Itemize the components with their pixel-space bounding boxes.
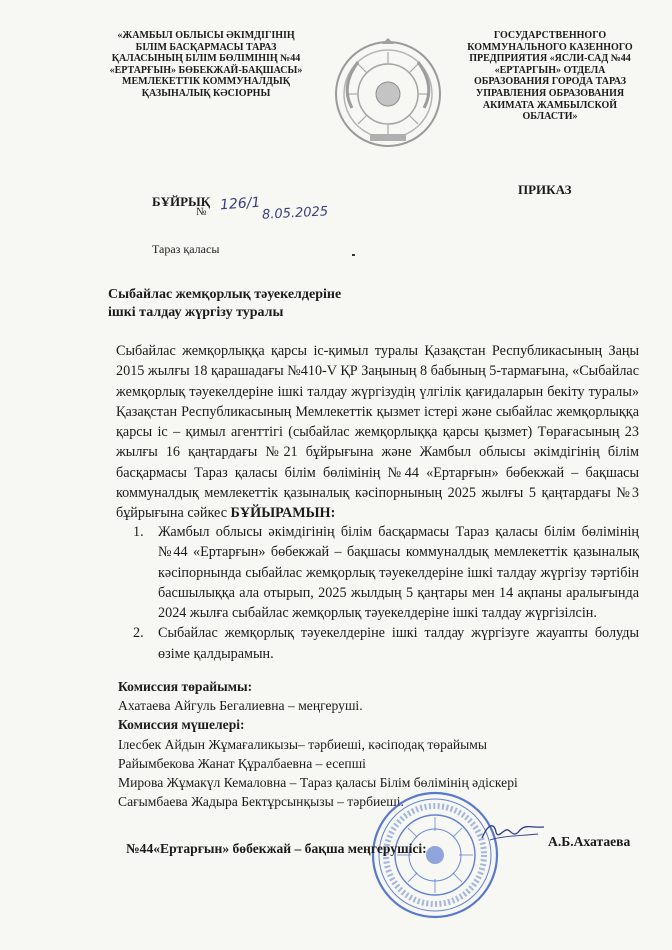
header-ru-line: УПРАВЛЕНИЯ ОБРАЗОВАНИЯ <box>475 87 625 99</box>
city-name: Тараз қаласы <box>152 242 220 256</box>
header-kazakh <box>82 30 330 100</box>
header-kz-line: «ЖАМБЫЛ ОБЛЫСЫ ӘКІМДІГІНІҢ <box>117 30 295 41</box>
signatory-position: №44«Ертарғын» бөбекжай – бақша меңгерушісі: <box>126 841 427 856</box>
list-item-text: Сыбайлас жемқорлық тәуекелдеріне ішкі талдау жүргізуге жауапты болуды өзіме қалдырамын. <box>158 625 639 662</box>
handwritten-order-date: 8.05.2025 <box>261 204 329 223</box>
preamble-paragraph <box>116 341 639 524</box>
number-sign: № <box>196 206 207 218</box>
list-item <box>133 623 639 664</box>
member-line: Ілесбек Айдын Жұмағаликызы– тәрбиеші, кәсіподақ төрайымы <box>118 736 488 752</box>
title-line: ішкі талдау жүргізу туралы <box>108 305 284 320</box>
header-kz-line: МЕМЛЕКЕТТІК КОММУНАЛДЫҚ <box>122 76 290 88</box>
header-ru-line: ГОСУДАРСТВЕННОГО <box>493 30 607 41</box>
header-ru-line: АКИМАТА ЖАМБЫЛСКОЙ <box>482 99 618 111</box>
title-line: Сыбайлас жемқорлық тәуекелдеріне <box>108 287 342 302</box>
header-kz-line: ҚАЛАСЫНЫҢ БІЛІМ БӨЛІМІНІҢ №44 <box>111 53 301 65</box>
handwritten-order-number: 126/1 <box>219 194 261 214</box>
order-label-kz: БҰЙРЫҚ <box>152 194 211 209</box>
command-word: БҰЙЫРАМЫН: <box>230 505 336 522</box>
preamble-text: Сыбайлас жемқорлыққа қарсы іс-қимыл туралы Қазақстан Республикасының Заңы 2015 жылғы 18 қарашадағы №410-V ҚР Заңының 8 бабының 5-тармағына, «Сыбайлас жемқорлық тәуекелдеріне ішкі талдау жүргізудің үлгілік қағидаларын бекіту туралы» Қазақстан Республикасының Мемлекеттік қызмет істері және сыбайлас жемқорлыққа қарсы іс – қимыл агенттігі (сыбайлас жемқорлыққа қарсы қызмет) Төрағасының 23 жылғы 16 қаңтардағы №21 бұйрығына және Жамбыл облысы әкімдігінің білім басқармасы Тараз қаласы білім бөлімінің №44 «Ертарғын» бөбекжай – бақшасы коммуналдық мемлекеттік қазыналық кәсіпорнының 2025 жылғы 5 қаңтардағы №3 бұйрығына сәйкес <box>116 343 639 522</box>
document-title <box>108 286 341 322</box>
header-ru-line: «ЕРТАРГЫН» ОТДЕЛА <box>494 64 606 76</box>
list-item <box>133 522 639 623</box>
header-ru-line: ОБЛАСТИ» <box>522 111 578 123</box>
header-kz-line: ҚАЗЫНАЛЫҚ КӘСІОРНЫ <box>141 87 271 99</box>
order-items <box>133 522 639 664</box>
list-item-number: 2. <box>133 625 144 642</box>
header-kz-line: БІЛІМ БАСҚАРМАСЫ ТАРАЗ <box>135 41 277 53</box>
member-line: Сағымбаева Жадыра Бектұрсынқызы – тәрбиеші. <box>118 794 404 810</box>
header-russian <box>450 30 650 123</box>
chair-name: Ахатаева Айгуль Бегалиевна – меңгеруші. <box>118 698 363 714</box>
list-item-text: Жамбыл облысы әкімдігінің білім басқармасы Тараз қаласы білім бөлімінің №44 «Ертарғын» бөбекжай – бақшасы коммуналдық мемлекеттік қазыналық кәсіпорнында сыбайлас жемқорлық тәуекелдеріне ішкі талдау жүргізу тәртібін басшылыққа ала отырып, 2025 жылдың 5 қаңтары мен 14 ақпаны аралығында 2024 жылға сыбайлас жемқорлық тәуекелдеріне ішкі талдау жүргізілсін. <box>158 524 639 622</box>
stray-mark <box>352 254 355 256</box>
list-item-number: 1. <box>133 524 144 540</box>
order-label-ru: ПРИКАЗ <box>518 182 572 197</box>
state-emblem-icon <box>332 38 444 150</box>
members-heading: Комиссия мүшелері: <box>118 717 245 733</box>
header-ru-line: ОБРАЗОВАНИЯ ГОРОДА ТАРАЗ <box>473 76 627 88</box>
handwritten-signature-icon <box>478 818 548 846</box>
header-kz-line: «ЕРТАРҒЫН» БӨБЕКЖАЙ-БАҚШАСЫ» <box>109 64 303 76</box>
header-ru-line: КОММУНАЛЬНОГО КАЗЕННОГО <box>467 41 633 53</box>
header-ru-line: ПРЕДПРИЯТИЯ «ЯСЛИ-САД №44 <box>469 53 631 65</box>
member-line: Райымбекова Жанат Құралбаевна – есепші <box>118 755 366 771</box>
member-line: Мирова Жұмакүл Кемаловна – Тараз қаласы Білім бөлімінің әдіскері <box>118 775 518 791</box>
chair-heading: Комиссия төрайымы: <box>118 679 253 694</box>
signatory-name: А.Б.Ахатаева <box>548 834 631 849</box>
